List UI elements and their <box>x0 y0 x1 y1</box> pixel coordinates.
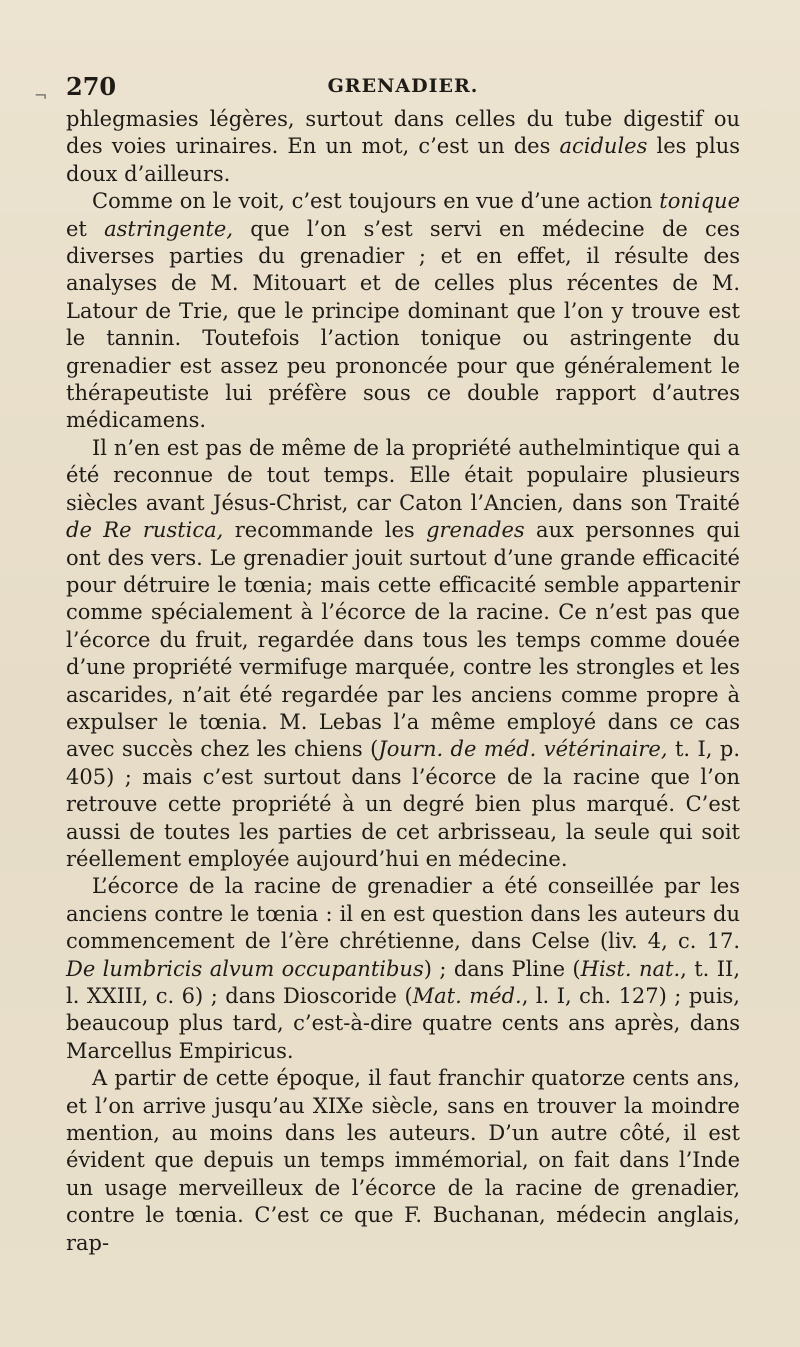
text-run: Il n’en est pas de même de la propriété authelmintique qui a été reconnue de tout temps. Elle était populaire plusieurs siècles avant Jésus-Christ, car Caton l’Ancien, dans son Traité <box>66 435 740 515</box>
paragraph <box>66 435 740 874</box>
paragraph <box>66 188 740 435</box>
paragraph <box>66 106 740 188</box>
paragraph <box>66 1065 740 1257</box>
italic-run: Journ. de méd. vétérinaire, <box>378 737 668 762</box>
body-text <box>66 106 740 1257</box>
italic-run: de Re rustica, <box>66 518 224 543</box>
italic-run: De lumbricis alvum occupantibus <box>66 956 424 981</box>
italic-run: Hist. nat. <box>580 956 681 981</box>
italic-run: acidules <box>559 134 648 159</box>
italic-run: Mat. méd. <box>412 984 522 1008</box>
page-number: 270 <box>66 72 117 101</box>
running-header <box>66 72 740 102</box>
text-run: ) ; dans Pline ( <box>423 956 581 981</box>
text-run: , l. I, ch. 127) ; puis, beaucoup plus tard, c’est-à-dire quatre cents ans après, dans Marcellus Empiricus. <box>66 984 740 1063</box>
italic-run: astringente, <box>104 216 234 241</box>
text-run: , t. II, l. XXIII, c. 6) ; dans Dioscoride ( <box>66 956 741 1008</box>
text-run: les plus doux d’ailleurs. <box>66 134 740 186</box>
running-title: GRENADIER. <box>327 75 479 97</box>
text-run: recommande les <box>223 518 427 543</box>
text-run: que l’on s’est servi en médecine de ces diverses parties du grenadier ; et en effet, il résulte des analyses de M. Mitouart et de celles plus récentes de M. Latour de Trie, que le principe dominant que l’on y trouve est le tannin. Toutefois l’action tonique ou astringente du grenadier est assez peu prononcée pour que généralement le thérapeutiste lui préfère sous ce double rapport d’autres médicamens. <box>66 216 740 433</box>
paragraph <box>66 873 740 1065</box>
italic-run: grenades <box>426 518 525 543</box>
text-run: A partir de cette époque, il faut franchir quatorze cents ans, et l’on arrive jusqu’au XIXe siècle, sans en trouver la moindre mention, au moins dans les auteurs. D’un autre côté, il est évident que depuis un temps immémorial, on fait dans l’Inde un usage merveilleux de l’écorce de la racine de grenadier, contre le tœnia. C’est ce que F. Buchanan, médecin anglais, rap- <box>66 1066 740 1255</box>
margin-mark: ¬ <box>34 86 48 105</box>
text-run: L’écorce de la racine de grenadier a été conseillée par les anciens contre le tœnia : il en est question dans les auteurs du commencement de l’ère chrétienne, dans Celse (liv. 4, c. 17. <box>66 874 740 954</box>
text-run: Comme on le voit, c’est toujours en vue d’une action <box>92 189 660 214</box>
text-run: et <box>66 216 105 241</box>
text-run: t. I, p. 405) ; mais c’est surtout dans l’écorce de la racine que l’on retrouve cette propriété à un degré bien plus marqué. C’est aussi de toutes les parties de cet arbrisseau, la seule qui soit réellement employée aujourd’hui en médecine. <box>66 737 741 871</box>
text-run: aux personnes qui ont des vers. Le grenadier jouit surtout d’une grande efficacité pour détruire le tœnia; mais cette efficacité semble appartenir comme spécialement à l’écorce de la racine. Ce n’est pas que l’écorce du fruit, regardée dans tous les temps comme douée d’une propriété vermifuge marquée, contre les strongles et les ascarides, n’ait été regardée par les anciens comme propre à expulser le tœnia. M. Lebas l’a même employé dans ce cas avec succès chez les chiens ( <box>66 518 740 762</box>
text-run: phlegmasies légères, surtout dans celles du tube digestif ou des voies urinaires. En un mot, c’est un des <box>66 107 740 159</box>
italic-run: tonique <box>659 189 740 214</box>
